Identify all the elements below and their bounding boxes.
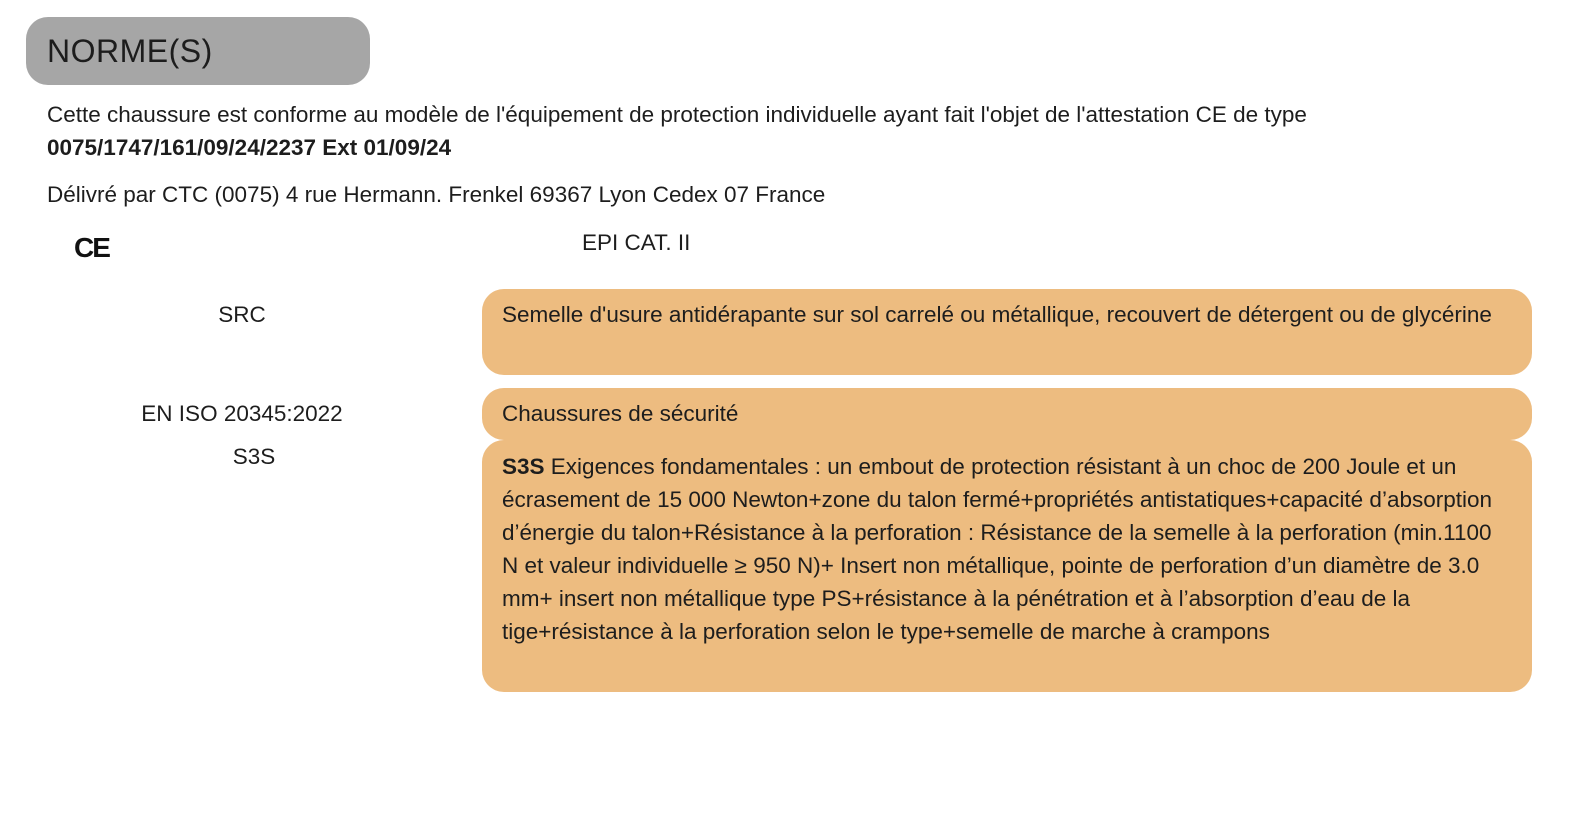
standard-description-s3s <box>482 440 1532 692</box>
standard-description-s3s-text: Exigences fondamentales : un embout de protection résistant à un choc de 200 Joule et un écrasement de 15 000 Newton+zone du talon fermé+propriétés antistatiques+capacité d’absorption d’énergie du talon+Résistance à la perforation : Résistance de la semelle à la perforation (min.1100 N et valeur individuelle ≥ 950 N)+ Insert non métallique, pointe de perforation d’un diamètre de 3.0 mm+ insert non métallique type PS+résistance à la pénétration et à l’absorption d’eau de la tige+résistance à la perforation selon le type+semelle de marche à crampons <box>502 454 1493 644</box>
s3s-code: S3S <box>502 454 545 479</box>
ce-mark-icon: CE <box>74 232 109 263</box>
standard-description-src-text: Semelle d'usure antidérapante sur sol carrelé ou métallique, recouvert de détergent ou de glycérine <box>502 302 1492 327</box>
standard-label-s3s: S3S <box>232 444 276 469</box>
attestation-paragraph <box>47 98 1497 164</box>
standard-label-src: SRC <box>218 302 266 327</box>
standard-description-en-iso <box>482 388 1532 440</box>
standard-description-en-iso-text: Chaussures de sécurité <box>502 401 739 426</box>
section-heading <box>26 17 370 85</box>
standard-description-src <box>482 289 1532 375</box>
attestation-text: Cette chaussure est conforme au modèle de l'équipement de protection individuelle ayant fait l'objet de l'attestation CE de type <box>47 102 1307 127</box>
attestation-number: 0075/1747/161/09/24/2237 Ext 01/09/24 <box>47 135 452 160</box>
standard-label-en-iso: EN ISO 20345:2022 <box>141 401 343 426</box>
section-heading-text: NORME(S) <box>47 32 213 69</box>
epi-category: EPI CAT. II <box>582 230 691 255</box>
delivered-by-text: Délivré par CTC (0075) 4 rue Hermann. Frenkel 69367 Lyon Cedex 07 France <box>47 182 826 207</box>
